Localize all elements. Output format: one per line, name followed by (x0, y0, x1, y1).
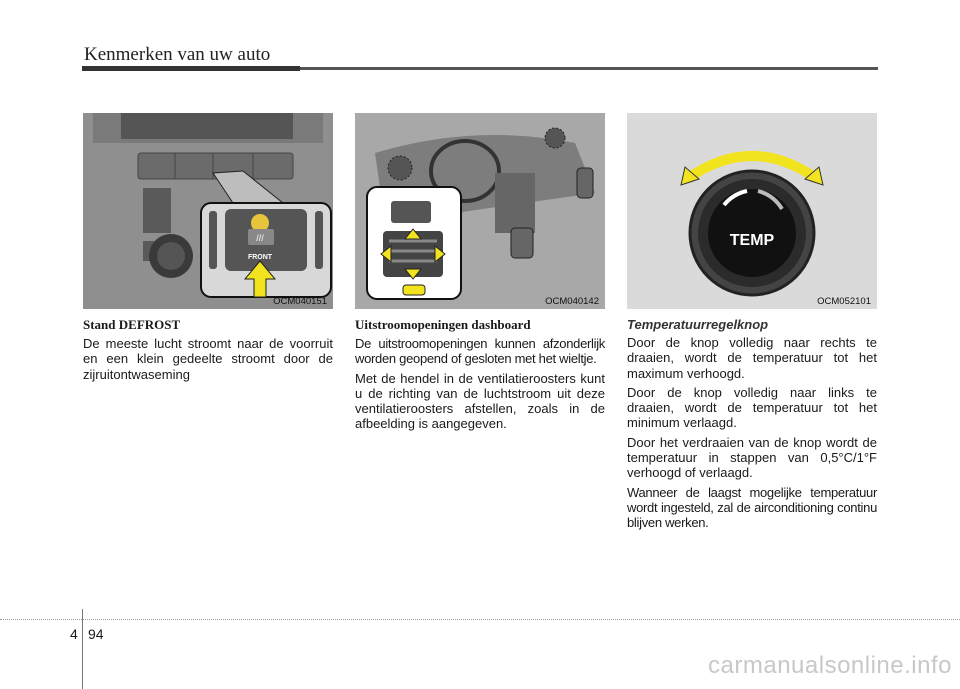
figure-dashboard-vents (355, 113, 605, 309)
footer-dotted-rule (0, 619, 960, 620)
section-heading: Stand DEFROST (83, 317, 181, 332)
figure-caption: OCM040142 (545, 296, 599, 307)
figure-temp-knob (627, 113, 877, 309)
header-rule-accent (82, 66, 300, 71)
section-dashboard-vents (355, 317, 605, 436)
section-temp-knob (627, 317, 877, 535)
paragraph: Met de hendel in de ventilatieroosters kunt u de richting van de luchtstroom uit deze ventilatieroosters afstellen, zoals in de afbeelding is aangegeven. (355, 370, 605, 432)
svg-text:///: /// (256, 233, 264, 243)
defrost-illustration (83, 113, 333, 309)
page-number: 94 (88, 626, 104, 642)
paragraph: Door het verdraaien van de knop wordt de temperatuur in stappen van 0,5°C/1°F verhoogd of verlaagd. (627, 434, 877, 481)
section-defrost (83, 317, 333, 386)
paragraph: Wanneer de laagst mogelijke temperatuur wordt ingesteld, zal de airconditioning continu blijven werken. (627, 484, 877, 531)
chapter-number: 4 (70, 626, 78, 642)
paragraph: De uitstroomopeningen kunnen afzonderlijk worden geopend of gesloten met het wieltje. (355, 336, 605, 367)
temp-knob-label: TEMP (729, 232, 775, 249)
paragraph: Door de knop volledig naar links te draaien, wordt de temperatuur tot het minimum verlaagd. (627, 384, 877, 431)
watermark: carmanualsonline.info (708, 652, 952, 679)
figure-defrost (83, 113, 333, 309)
figure-caption: OCM040151 (273, 296, 327, 307)
figure-caption: OCM052101 (817, 296, 871, 307)
front-label: FRONT (247, 254, 273, 261)
paragraph: Door de knop volledig naar rechts te draaien, wordt de temperatuur tot het maximum verhoogd. (627, 335, 877, 381)
footer-vertical-rule (82, 609, 83, 689)
page-header-title: Kenmerken van uw auto (84, 44, 271, 65)
paragraph: De meeste lucht stroomt naar de voorruit en een klein gedeelte stroomt door de zijruitontwaseming (83, 336, 333, 382)
vents-illustration (355, 113, 605, 309)
temp-knob-illustration (627, 113, 877, 309)
section-heading: Temperatuurregelknop (627, 317, 769, 332)
section-heading: Uitstroomopeningen dashboard (355, 317, 531, 332)
